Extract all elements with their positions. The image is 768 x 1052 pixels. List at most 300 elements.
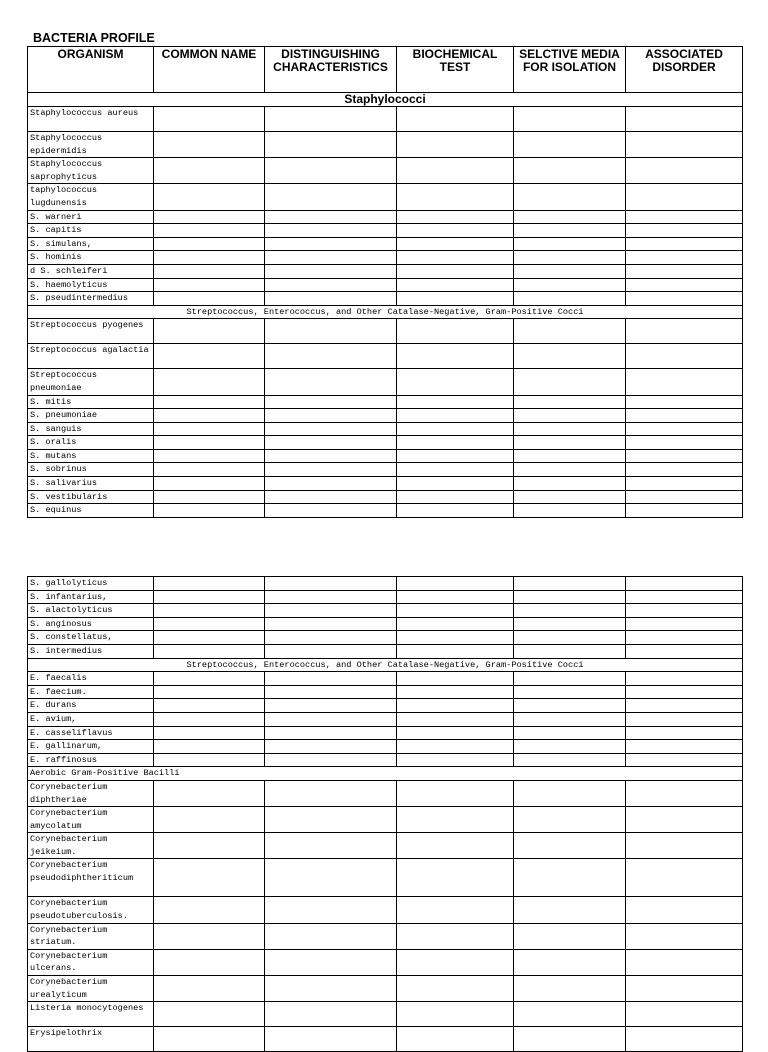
empty-cell bbox=[626, 672, 743, 686]
empty-cell bbox=[154, 158, 265, 184]
empty-cell bbox=[626, 833, 743, 859]
empty-cell bbox=[626, 278, 743, 292]
table-row bbox=[28, 577, 743, 591]
empty-cell bbox=[514, 132, 626, 158]
empty-cell bbox=[154, 409, 265, 423]
empty-cell bbox=[514, 237, 626, 251]
organism-cell: Listeria monocytogenes bbox=[28, 1002, 154, 1027]
empty-cell bbox=[265, 672, 397, 686]
table-row bbox=[28, 369, 743, 395]
empty-cell bbox=[154, 644, 265, 658]
empty-cell bbox=[397, 949, 514, 975]
empty-cell bbox=[514, 1002, 626, 1027]
empty-cell bbox=[514, 726, 626, 740]
empty-cell bbox=[265, 369, 397, 395]
table-row bbox=[28, 504, 743, 518]
empty-cell bbox=[265, 292, 397, 306]
empty-cell bbox=[514, 264, 626, 278]
organism-cell: S. constellatus, bbox=[28, 631, 154, 645]
empty-cell bbox=[154, 631, 265, 645]
table-row bbox=[28, 976, 743, 1002]
empty-cell bbox=[626, 685, 743, 699]
empty-cell bbox=[514, 210, 626, 224]
header-distinguishing: DISTINGUISHING CHARACTERISTICS bbox=[265, 47, 397, 93]
organism-cell: S. intermedius bbox=[28, 644, 154, 658]
organism-cell: E. faecium. bbox=[28, 685, 154, 699]
empty-cell bbox=[154, 897, 265, 923]
empty-cell bbox=[154, 976, 265, 1002]
empty-cell bbox=[397, 740, 514, 754]
empty-cell bbox=[626, 897, 743, 923]
empty-cell bbox=[397, 504, 514, 518]
table-row bbox=[28, 1027, 743, 1052]
organism-cell: S. mutans bbox=[28, 449, 154, 463]
empty-cell bbox=[265, 753, 397, 767]
table-row bbox=[28, 833, 743, 859]
organism-cell: Corynebacterium urealyticum bbox=[28, 976, 154, 1002]
empty-cell bbox=[626, 132, 743, 158]
empty-cell bbox=[626, 859, 743, 897]
table-row bbox=[28, 923, 743, 949]
organism-cell: Staphylococcus saprophyticus bbox=[28, 158, 154, 184]
organism-cell: Corynebacterium striatum. bbox=[28, 923, 154, 949]
empty-cell bbox=[514, 344, 626, 369]
table-row bbox=[28, 644, 743, 658]
empty-cell bbox=[626, 422, 743, 436]
empty-cell bbox=[397, 369, 514, 395]
empty-cell bbox=[265, 631, 397, 645]
empty-cell bbox=[265, 463, 397, 477]
organism-cell: S. hominis bbox=[28, 251, 154, 265]
empty-cell bbox=[514, 158, 626, 184]
table-row bbox=[28, 184, 743, 210]
header-biochemical: BIOCHEMICAL TEST bbox=[397, 47, 514, 93]
empty-cell bbox=[397, 859, 514, 897]
empty-cell bbox=[626, 1002, 743, 1027]
header-selective-media: SELCTIVE MEDIA FOR ISOLATION bbox=[514, 47, 626, 93]
table-row bbox=[28, 210, 743, 224]
organism-cell: S. pneumoniae bbox=[28, 409, 154, 423]
empty-cell bbox=[626, 319, 743, 344]
empty-cell bbox=[514, 395, 626, 409]
organism-cell: S. alactolyticus bbox=[28, 604, 154, 618]
empty-cell bbox=[265, 449, 397, 463]
empty-cell bbox=[154, 395, 265, 409]
empty-cell bbox=[626, 604, 743, 618]
empty-cell bbox=[265, 976, 397, 1002]
empty-cell bbox=[397, 395, 514, 409]
empty-cell bbox=[265, 923, 397, 949]
empty-cell bbox=[265, 158, 397, 184]
empty-cell bbox=[397, 344, 514, 369]
empty-cell bbox=[514, 712, 626, 726]
empty-cell bbox=[154, 617, 265, 631]
empty-cell bbox=[626, 107, 743, 132]
empty-cell bbox=[514, 604, 626, 618]
empty-cell bbox=[626, 699, 743, 713]
empty-cell bbox=[514, 490, 626, 504]
empty-cell bbox=[397, 1002, 514, 1027]
empty-cell bbox=[265, 604, 397, 618]
empty-cell bbox=[626, 631, 743, 645]
empty-cell bbox=[154, 753, 265, 767]
organism-cell: S. oralis bbox=[28, 436, 154, 450]
empty-cell bbox=[265, 504, 397, 518]
organism-cell: E. avium, bbox=[28, 712, 154, 726]
empty-cell bbox=[265, 210, 397, 224]
empty-cell bbox=[154, 699, 265, 713]
empty-cell bbox=[154, 740, 265, 754]
empty-cell bbox=[626, 436, 743, 450]
empty-cell bbox=[626, 577, 743, 591]
empty-cell bbox=[626, 590, 743, 604]
empty-cell bbox=[154, 780, 265, 806]
table-row bbox=[28, 490, 743, 504]
section-streptococcus-enterococcus: Streptococcus, Enterococcus, and Other Catalase-Negative, Gram-Positive Cocci bbox=[28, 658, 743, 672]
table-row bbox=[28, 726, 743, 740]
empty-cell bbox=[626, 780, 743, 806]
organism-cell: S. capitis bbox=[28, 224, 154, 238]
empty-cell bbox=[265, 949, 397, 975]
empty-cell bbox=[397, 251, 514, 265]
header-organism: ORGANISM bbox=[28, 47, 154, 93]
empty-cell bbox=[397, 753, 514, 767]
empty-cell bbox=[397, 699, 514, 713]
empty-cell bbox=[397, 436, 514, 450]
empty-cell bbox=[154, 1027, 265, 1052]
table-row bbox=[28, 132, 743, 158]
empty-cell bbox=[154, 590, 265, 604]
table-row bbox=[28, 409, 743, 423]
empty-cell bbox=[626, 395, 743, 409]
empty-cell bbox=[154, 210, 265, 224]
empty-cell bbox=[626, 477, 743, 491]
empty-cell bbox=[626, 344, 743, 369]
empty-cell bbox=[514, 292, 626, 306]
table-row bbox=[28, 807, 743, 833]
empty-cell bbox=[397, 1027, 514, 1052]
table-row bbox=[28, 604, 743, 618]
empty-cell bbox=[397, 590, 514, 604]
empty-cell bbox=[265, 477, 397, 491]
empty-cell bbox=[154, 672, 265, 686]
table-row bbox=[28, 1002, 743, 1027]
empty-cell bbox=[397, 210, 514, 224]
table-row bbox=[28, 224, 743, 238]
organism-cell: Streptococcus pneumoniae bbox=[28, 369, 154, 395]
table-row bbox=[28, 672, 743, 686]
table-row bbox=[28, 617, 743, 631]
section-row bbox=[28, 658, 743, 672]
organism-cell: Staphylococcus epidermidis bbox=[28, 132, 154, 158]
organism-cell: S. equinus bbox=[28, 504, 154, 518]
empty-cell bbox=[397, 449, 514, 463]
empty-cell bbox=[154, 859, 265, 897]
table-row bbox=[28, 859, 743, 897]
empty-cell bbox=[265, 833, 397, 859]
empty-cell bbox=[514, 672, 626, 686]
empty-cell bbox=[514, 409, 626, 423]
table-row bbox=[28, 477, 743, 491]
empty-cell bbox=[514, 699, 626, 713]
empty-cell bbox=[154, 132, 265, 158]
organism-cell: Corynebacterium pseudodiphtheriticum bbox=[28, 859, 154, 897]
empty-cell bbox=[514, 753, 626, 767]
empty-cell bbox=[397, 477, 514, 491]
empty-cell bbox=[397, 158, 514, 184]
empty-cell bbox=[514, 319, 626, 344]
table-row bbox=[28, 422, 743, 436]
empty-cell bbox=[154, 184, 265, 210]
empty-cell bbox=[514, 590, 626, 604]
empty-cell bbox=[154, 712, 265, 726]
empty-cell bbox=[626, 726, 743, 740]
header-row bbox=[28, 47, 743, 93]
empty-cell bbox=[626, 210, 743, 224]
empty-cell bbox=[265, 740, 397, 754]
organism-cell: Staphylococcus aureus bbox=[28, 107, 154, 132]
empty-cell bbox=[397, 422, 514, 436]
empty-cell bbox=[626, 369, 743, 395]
table-row bbox=[28, 237, 743, 251]
empty-cell bbox=[397, 490, 514, 504]
empty-cell bbox=[154, 436, 265, 450]
empty-cell bbox=[397, 224, 514, 238]
empty-cell bbox=[514, 617, 626, 631]
empty-cell bbox=[397, 319, 514, 344]
table-row bbox=[28, 319, 743, 344]
empty-cell bbox=[397, 685, 514, 699]
table-row bbox=[28, 631, 743, 645]
empty-cell bbox=[397, 237, 514, 251]
empty-cell bbox=[154, 292, 265, 306]
empty-cell bbox=[514, 897, 626, 923]
empty-cell bbox=[265, 897, 397, 923]
empty-cell bbox=[154, 224, 265, 238]
empty-cell bbox=[265, 685, 397, 699]
empty-cell bbox=[514, 436, 626, 450]
empty-cell bbox=[397, 278, 514, 292]
table-row bbox=[28, 740, 743, 754]
bacteria-table-part-1 bbox=[27, 46, 743, 518]
table-row bbox=[28, 897, 743, 923]
organism-cell: E. gallinarum, bbox=[28, 740, 154, 754]
empty-cell bbox=[154, 604, 265, 618]
empty-cell bbox=[154, 463, 265, 477]
empty-cell bbox=[514, 923, 626, 949]
table-row bbox=[28, 949, 743, 975]
organism-cell: S. warneri bbox=[28, 210, 154, 224]
empty-cell bbox=[514, 685, 626, 699]
empty-cell bbox=[397, 107, 514, 132]
empty-cell bbox=[626, 949, 743, 975]
table-row bbox=[28, 158, 743, 184]
empty-cell bbox=[265, 237, 397, 251]
empty-cell bbox=[514, 740, 626, 754]
organism-cell: S. salivarius bbox=[28, 477, 154, 491]
section-streptococcus: Streptococcus, Enterococcus, and Other Catalase-Negative, Gram-Positive Cocci bbox=[28, 305, 743, 319]
organism-cell: S. pseudintermedius bbox=[28, 292, 154, 306]
table-row bbox=[28, 292, 743, 306]
section-row bbox=[28, 305, 743, 319]
empty-cell bbox=[626, 224, 743, 238]
organism-cell: S. haemolyticus bbox=[28, 278, 154, 292]
empty-cell bbox=[397, 923, 514, 949]
organism-cell: S. sanguis bbox=[28, 422, 154, 436]
empty-cell bbox=[265, 224, 397, 238]
empty-cell bbox=[265, 1002, 397, 1027]
table-row bbox=[28, 107, 743, 132]
organism-cell: S. sobrinus bbox=[28, 463, 154, 477]
empty-cell bbox=[265, 807, 397, 833]
empty-cell bbox=[397, 807, 514, 833]
empty-cell bbox=[626, 807, 743, 833]
empty-cell bbox=[265, 577, 397, 591]
organism-cell: Streptococcus pyogenes bbox=[28, 319, 154, 344]
table-row bbox=[28, 449, 743, 463]
empty-cell bbox=[154, 107, 265, 132]
table-row bbox=[28, 463, 743, 477]
table-row bbox=[28, 436, 743, 450]
bacteria-table-part-2 bbox=[27, 576, 743, 1052]
empty-cell bbox=[514, 976, 626, 1002]
empty-cell bbox=[154, 833, 265, 859]
organism-cell: S. anginosus bbox=[28, 617, 154, 631]
table-row bbox=[28, 753, 743, 767]
empty-cell bbox=[154, 1002, 265, 1027]
organism-cell: S. vestibularis bbox=[28, 490, 154, 504]
section-row bbox=[28, 93, 743, 107]
empty-cell bbox=[626, 712, 743, 726]
empty-cell bbox=[265, 278, 397, 292]
empty-cell bbox=[154, 344, 265, 369]
empty-cell bbox=[626, 504, 743, 518]
empty-cell bbox=[397, 264, 514, 278]
empty-cell bbox=[154, 237, 265, 251]
organism-cell: E. raffinosus bbox=[28, 753, 154, 767]
empty-cell bbox=[397, 577, 514, 591]
empty-cell bbox=[514, 449, 626, 463]
empty-cell bbox=[154, 251, 265, 265]
empty-cell bbox=[626, 644, 743, 658]
empty-cell bbox=[154, 264, 265, 278]
empty-cell bbox=[626, 237, 743, 251]
empty-cell bbox=[265, 422, 397, 436]
header-common-name: COMMON NAME bbox=[154, 47, 265, 93]
table-row bbox=[28, 264, 743, 278]
organism-cell: Corynebacterium jeikeium. bbox=[28, 833, 154, 859]
empty-cell bbox=[265, 780, 397, 806]
section-row bbox=[28, 767, 743, 781]
empty-cell bbox=[397, 409, 514, 423]
empty-cell bbox=[514, 251, 626, 265]
empty-cell bbox=[265, 251, 397, 265]
empty-cell bbox=[265, 1027, 397, 1052]
organism-cell: Corynebacterium ulcerans. bbox=[28, 949, 154, 975]
empty-cell bbox=[514, 631, 626, 645]
empty-cell bbox=[626, 1027, 743, 1052]
empty-cell bbox=[626, 449, 743, 463]
table-row bbox=[28, 590, 743, 604]
table-row bbox=[28, 395, 743, 409]
empty-cell bbox=[626, 923, 743, 949]
empty-cell bbox=[265, 436, 397, 450]
empty-cell bbox=[397, 833, 514, 859]
empty-cell bbox=[514, 422, 626, 436]
table-row bbox=[28, 780, 743, 806]
organism-cell: S. simulans, bbox=[28, 237, 154, 251]
empty-cell bbox=[514, 477, 626, 491]
empty-cell bbox=[265, 184, 397, 210]
empty-cell bbox=[154, 278, 265, 292]
table-row bbox=[28, 699, 743, 713]
organism-cell: Erysipelothrix bbox=[28, 1027, 154, 1052]
table-row bbox=[28, 344, 743, 369]
empty-cell bbox=[154, 422, 265, 436]
section-aerobic-gram-positive: Aerobic Gram-Positive Bacilli bbox=[28, 767, 743, 781]
empty-cell bbox=[397, 604, 514, 618]
empty-cell bbox=[265, 699, 397, 713]
empty-cell bbox=[154, 577, 265, 591]
empty-cell bbox=[626, 264, 743, 278]
organism-cell: Corynebacterium diphtheriae bbox=[28, 780, 154, 806]
organism-cell: Corynebacterium amycolatum bbox=[28, 807, 154, 833]
empty-cell bbox=[626, 463, 743, 477]
empty-cell bbox=[514, 807, 626, 833]
empty-cell bbox=[265, 264, 397, 278]
empty-cell bbox=[265, 712, 397, 726]
organism-cell: taphylococcus lugdunensis bbox=[28, 184, 154, 210]
empty-cell bbox=[154, 319, 265, 344]
empty-cell bbox=[514, 949, 626, 975]
empty-cell bbox=[397, 644, 514, 658]
empty-cell bbox=[154, 685, 265, 699]
empty-cell bbox=[514, 224, 626, 238]
empty-cell bbox=[514, 504, 626, 518]
empty-cell bbox=[265, 319, 397, 344]
empty-cell bbox=[265, 859, 397, 897]
empty-cell bbox=[154, 807, 265, 833]
organism-cell: S. infantarius, bbox=[28, 590, 154, 604]
empty-cell bbox=[514, 833, 626, 859]
empty-cell bbox=[154, 369, 265, 395]
empty-cell bbox=[154, 726, 265, 740]
organism-cell: d S. schleiferi bbox=[28, 264, 154, 278]
empty-cell bbox=[514, 780, 626, 806]
empty-cell bbox=[397, 726, 514, 740]
empty-cell bbox=[626, 251, 743, 265]
empty-cell bbox=[397, 897, 514, 923]
empty-cell bbox=[265, 617, 397, 631]
table-row bbox=[28, 685, 743, 699]
empty-cell bbox=[397, 617, 514, 631]
organism-cell: S. mitis bbox=[28, 395, 154, 409]
empty-cell bbox=[626, 184, 743, 210]
organism-cell: E. durans bbox=[28, 699, 154, 713]
table-row bbox=[28, 251, 743, 265]
empty-cell bbox=[397, 780, 514, 806]
empty-cell bbox=[154, 504, 265, 518]
empty-cell bbox=[265, 395, 397, 409]
organism-cell: E. casseliflavus bbox=[28, 726, 154, 740]
organism-cell: S. gallolyticus bbox=[28, 577, 154, 591]
empty-cell bbox=[626, 292, 743, 306]
empty-cell bbox=[626, 976, 743, 1002]
empty-cell bbox=[626, 158, 743, 184]
page-title: BACTERIA PROFILE bbox=[33, 31, 155, 45]
empty-cell bbox=[265, 132, 397, 158]
empty-cell bbox=[265, 344, 397, 369]
